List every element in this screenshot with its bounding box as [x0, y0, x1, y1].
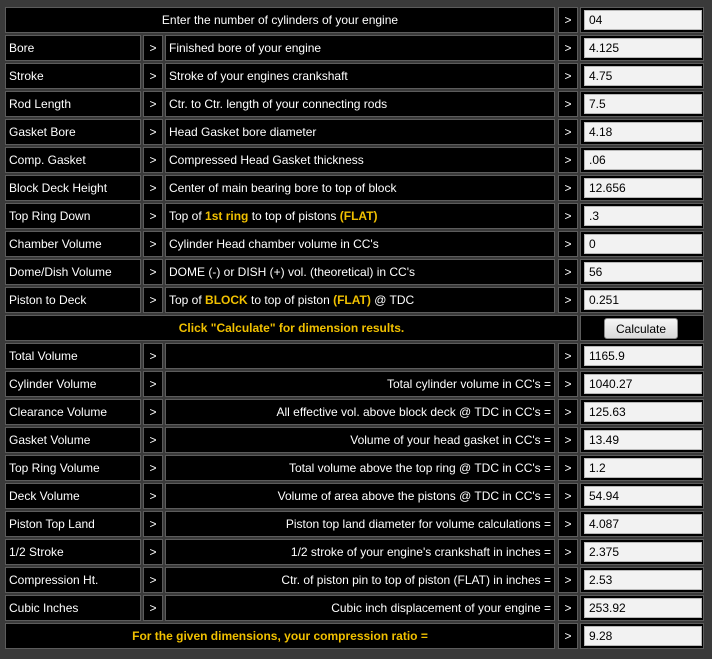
arrow-icon: > — [558, 35, 578, 61]
arrow-icon: > — [558, 483, 578, 509]
description-text: Finished bore of your engine — [169, 41, 322, 55]
arrow-icon: > — [143, 343, 163, 369]
input-description — [165, 119, 555, 145]
input-description — [165, 147, 555, 173]
arrow-icon: > — [558, 371, 578, 397]
input-description — [165, 287, 555, 313]
compression-ratio-output[interactable] — [584, 626, 702, 646]
result-output-cell — [580, 371, 704, 397]
result-label: Piston Top Land — [5, 511, 141, 537]
input-description — [165, 231, 555, 257]
description-text: Compressed Head Gasket thickness — [169, 153, 364, 167]
arrow-icon: > — [143, 371, 163, 397]
result-description: Total volume above the top ring @ TDC in CC's = — [165, 455, 555, 481]
arrow-icon: > — [558, 427, 578, 453]
arrow-icon: > — [558, 7, 578, 33]
value-input-cell — [580, 259, 704, 285]
value-input[interactable] — [584, 262, 702, 282]
result-description — [165, 343, 555, 369]
result-description: Volume of your head gasket in CC's = — [165, 427, 555, 453]
cylinders-input[interactable] — [584, 10, 702, 30]
description-text: Head Gasket bore diameter — [169, 125, 317, 139]
result-output-cell — [580, 595, 704, 621]
arrow-icon: > — [558, 343, 578, 369]
result-output[interactable] — [584, 542, 702, 562]
input-label: Gasket Bore — [5, 119, 141, 145]
arrow-icon: > — [143, 511, 163, 537]
result-output[interactable] — [584, 430, 702, 450]
description-text: @ TDC — [370, 293, 415, 307]
highlight-text: (FLAT) — [333, 293, 371, 307]
result-output[interactable] — [584, 374, 702, 394]
arrow-icon: > — [143, 35, 163, 61]
value-input-cell — [580, 147, 704, 173]
input-label: Block Deck Height — [5, 175, 141, 201]
result-description: Volume of area above the pistons @ TDC in CC's = — [165, 483, 555, 509]
result-output[interactable] — [584, 486, 702, 506]
arrow-icon: > — [143, 567, 163, 593]
result-output-cell — [580, 539, 704, 565]
arrow-icon: > — [143, 595, 163, 621]
arrow-icon: > — [558, 63, 578, 89]
calculate-instructions: Click "Calculate" for dimension results. — [5, 315, 578, 341]
arrow-icon: > — [558, 455, 578, 481]
description-text: DOME (-) or DISH (+) vol. (theoretical) in CC's — [169, 265, 415, 279]
description-text: to top of pistons — [248, 209, 340, 223]
compression-ratio-output-cell — [580, 623, 704, 649]
input-description — [165, 203, 555, 229]
result-output[interactable] — [584, 402, 702, 422]
compression-ratio-label: For the given dimensions, your compression ratio = — [5, 623, 555, 649]
result-output-cell — [580, 567, 704, 593]
input-description — [165, 63, 555, 89]
arrow-icon: > — [143, 399, 163, 425]
value-input[interactable] — [584, 178, 702, 198]
arrow-icon: > — [143, 455, 163, 481]
arrow-icon: > — [143, 175, 163, 201]
arrow-icon: > — [143, 91, 163, 117]
value-input[interactable] — [584, 206, 702, 226]
arrow-icon: > — [143, 147, 163, 173]
arrow-icon: > — [558, 399, 578, 425]
arrow-icon: > — [558, 119, 578, 145]
highlight-text: (FLAT) — [339, 209, 378, 223]
result-label: Top Ring Volume — [5, 455, 141, 481]
description-text: Cylinder Head chamber volume in CC's — [169, 237, 379, 251]
result-output-cell — [580, 343, 704, 369]
result-label: Gasket Volume — [5, 427, 141, 453]
result-label: Total Volume — [5, 343, 141, 369]
input-label: Stroke — [5, 63, 141, 89]
arrow-icon: > — [558, 595, 578, 621]
result-description: Cubic inch displacement of your engine = — [165, 595, 555, 621]
result-description: Ctr. of piston pin to top of piston (FLAT) in inches = — [165, 567, 555, 593]
value-input[interactable] — [584, 66, 702, 86]
arrow-icon: > — [558, 511, 578, 537]
arrow-icon: > — [143, 259, 163, 285]
result-output-cell — [580, 455, 704, 481]
input-description — [165, 259, 555, 285]
arrow-icon: > — [143, 119, 163, 145]
result-output-cell — [580, 511, 704, 537]
description-text: Ctr. to Ctr. length of your connecting rods — [169, 97, 388, 111]
input-label: Comp. Gasket — [5, 147, 141, 173]
value-input[interactable] — [584, 122, 702, 142]
arrow-icon: > — [558, 147, 578, 173]
value-input[interactable] — [584, 94, 702, 114]
arrow-icon: > — [558, 91, 578, 117]
result-label: Clearance Volume — [5, 399, 141, 425]
arrow-icon: > — [558, 539, 578, 565]
description-text: Center of main bearing bore to top of block — [169, 181, 397, 195]
arrow-icon: > — [558, 623, 578, 649]
arrow-icon: > — [143, 539, 163, 565]
input-label: Piston to Deck — [5, 287, 141, 313]
result-output[interactable] — [584, 570, 702, 590]
arrow-icon: > — [143, 203, 163, 229]
result-output-cell — [580, 427, 704, 453]
value-input-cell — [580, 175, 704, 201]
value-input-cell — [580, 119, 704, 145]
highlight-text: BLOCK — [205, 293, 248, 307]
highlight-text: 1st ring — [205, 209, 249, 223]
input-label: Rod Length — [5, 91, 141, 117]
description-text: Stroke of your engines crankshaft — [169, 69, 348, 83]
arrow-icon: > — [143, 231, 163, 257]
result-description: All effective vol. above block deck @ TDC in CC's = — [165, 399, 555, 425]
input-label: Bore — [5, 35, 141, 61]
value-input-cell — [580, 35, 704, 61]
arrow-icon: > — [558, 287, 578, 313]
arrow-icon: > — [558, 203, 578, 229]
arrow-icon: > — [558, 567, 578, 593]
result-label: 1/2 Stroke — [5, 539, 141, 565]
value-input-cell — [580, 91, 704, 117]
result-output[interactable] — [584, 598, 702, 618]
result-description: 1/2 stroke of your engine's crankshaft in inches = — [165, 539, 555, 565]
result-label: Cylinder Volume — [5, 371, 141, 397]
description-text: to top of piston — [247, 293, 334, 307]
value-input-cell — [580, 231, 704, 257]
calculate-button-cell — [580, 315, 704, 341]
result-label: Compression Ht. — [5, 567, 141, 593]
arrow-icon: > — [143, 287, 163, 313]
result-description: Total cylinder volume in CC's = — [165, 371, 555, 397]
value-input[interactable] — [584, 290, 702, 310]
cylinders-input-cell — [580, 7, 704, 33]
arrow-icon: > — [143, 427, 163, 453]
arrow-icon: > — [558, 175, 578, 201]
result-label: Cubic Inches — [5, 595, 141, 621]
description-text: Top of — [169, 209, 206, 223]
input-description — [165, 35, 555, 61]
cylinders-prompt: Enter the number of cylinders of your engine — [5, 7, 555, 33]
arrow-icon: > — [558, 259, 578, 285]
value-input-cell — [580, 203, 704, 229]
result-output-cell — [580, 483, 704, 509]
arrow-icon: > — [143, 483, 163, 509]
input-label: Top Ring Down — [5, 203, 141, 229]
value-input[interactable] — [584, 38, 702, 58]
calculate-button[interactable]: Calculate — [604, 318, 678, 339]
result-output-cell — [580, 399, 704, 425]
result-output[interactable] — [584, 458, 702, 478]
input-description — [165, 175, 555, 201]
input-label: Dome/Dish Volume — [5, 259, 141, 285]
value-input-cell — [580, 63, 704, 89]
input-description — [165, 91, 555, 117]
arrow-icon: > — [558, 231, 578, 257]
value-input[interactable] — [584, 150, 702, 170]
result-label: Deck Volume — [5, 483, 141, 509]
value-input-cell — [580, 287, 704, 313]
input-label: Chamber Volume — [5, 231, 141, 257]
arrow-icon: > — [143, 63, 163, 89]
result-description: Piston top land diameter for volume calculations = — [165, 511, 555, 537]
description-text: Top of — [169, 293, 206, 307]
value-input[interactable] — [584, 234, 702, 254]
result-output[interactable] — [584, 514, 702, 534]
result-output[interactable] — [584, 346, 702, 366]
